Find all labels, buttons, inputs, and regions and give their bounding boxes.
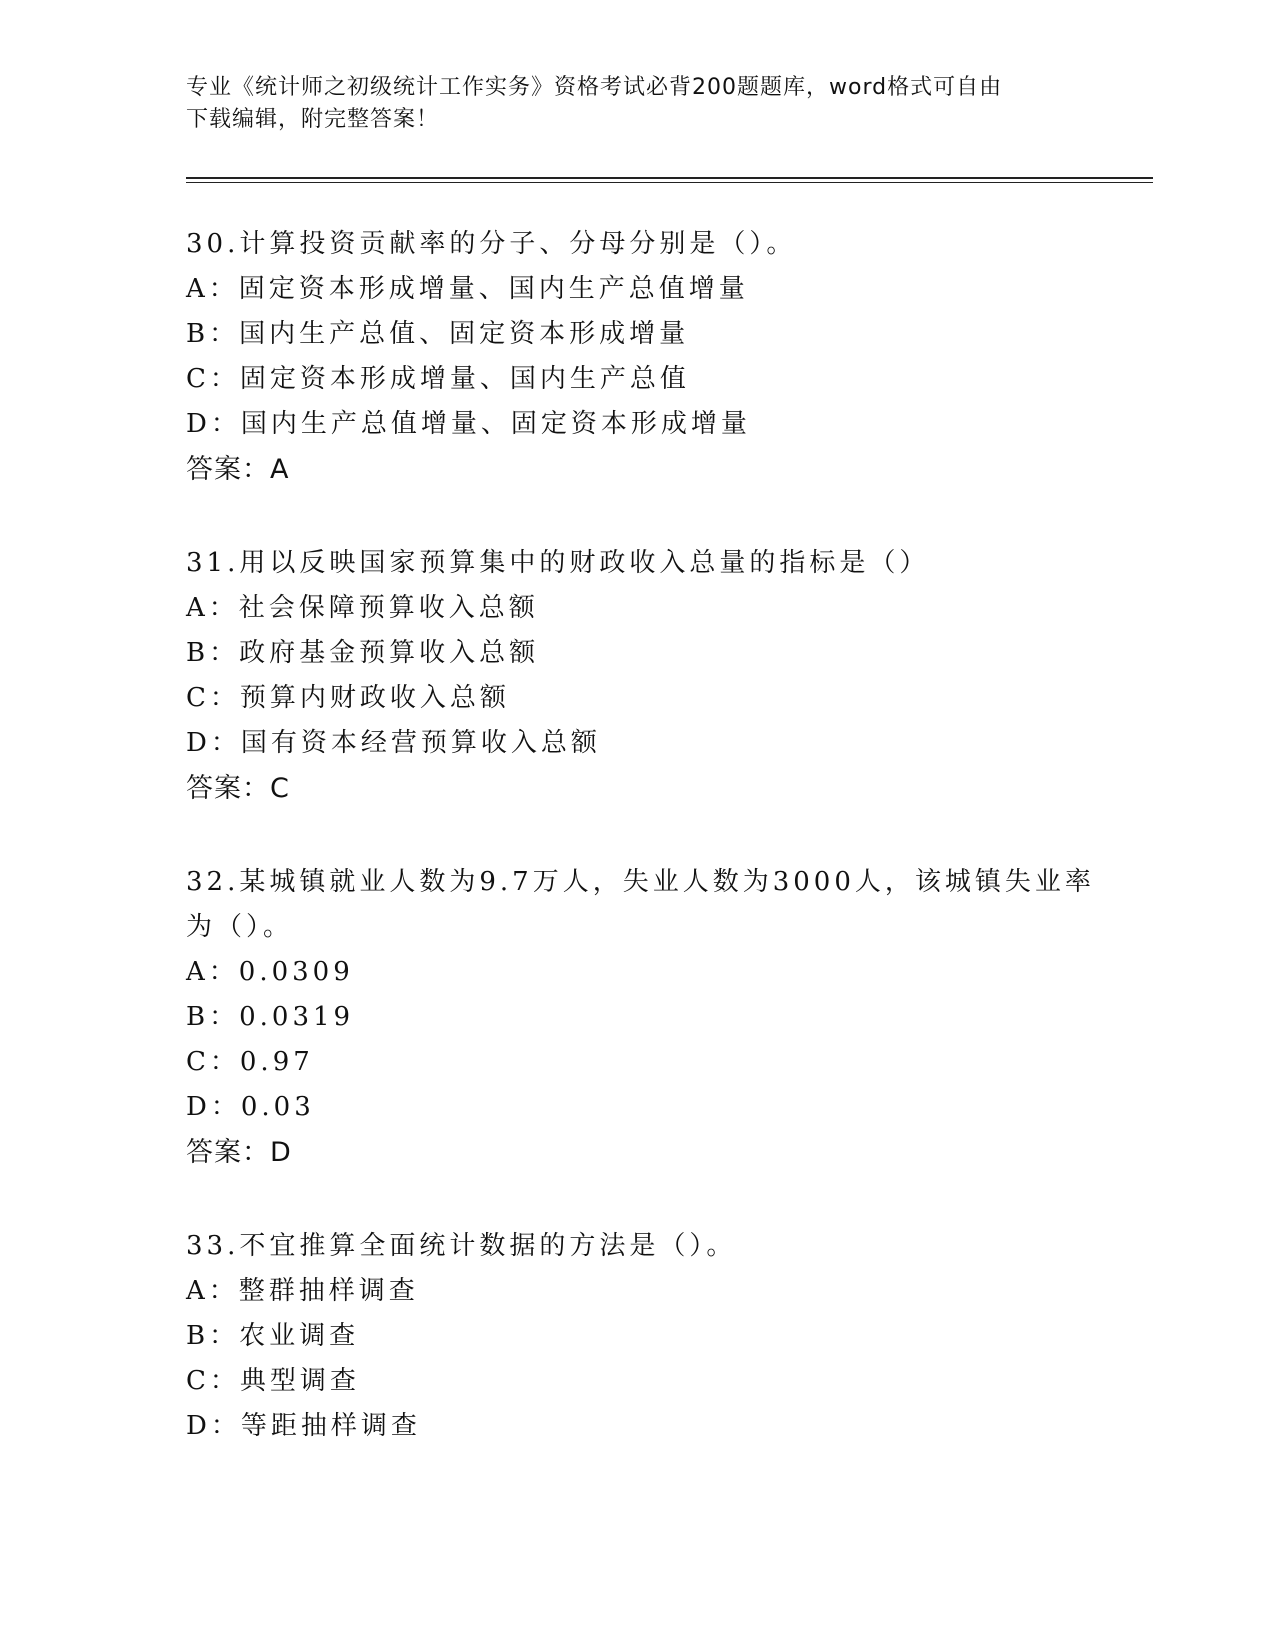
option-a: A：整群抽样调查 (186, 1276, 419, 1306)
question-stem: 33.不宜推算全面统计数据的方法是（）。 (186, 1231, 737, 1261)
option-c: C：预算内财政收入总额 (186, 683, 510, 713)
option-b: B：0.0319 (186, 1002, 355, 1032)
option-c: C：0.97 (186, 1047, 314, 1077)
option-d: D：0.03 (186, 1092, 315, 1122)
question-stem-continued: 为（）。 (186, 912, 294, 942)
header-line-1: 专业《统计师之初级统计工作实务》资格考试必背200题题库，word格式可自由 (186, 75, 1003, 100)
question-stem: 32.某城镇就业人数为9.7万人，失业人数为3000人，该城镇失业率 (186, 867, 1095, 897)
header-divider (186, 177, 1153, 183)
document-header (186, 72, 1066, 136)
answer-label: 答案：D (186, 1137, 292, 1168)
option-d: D：国内生产总值增量、固定资本形成增量 (186, 409, 751, 439)
question-33 (186, 1224, 1086, 1449)
option-b: B：国内生产总值、固定资本形成增量 (186, 319, 690, 349)
option-c: C：典型调查 (186, 1366, 360, 1396)
option-d: D：国有资本经营预算收入总额 (186, 728, 601, 758)
option-b: B：政府基金预算收入总额 (186, 638, 540, 668)
option-a: A：0.0309 (186, 957, 354, 987)
option-a: A：社会保障预算收入总额 (186, 593, 539, 623)
option-c: C：固定资本形成增量、国内生产总值 (186, 364, 690, 394)
option-d: D：等距抽样调查 (186, 1411, 421, 1441)
answer-label: 答案：C (186, 773, 290, 804)
question-32 (186, 860, 1095, 1175)
question-31 (186, 541, 1086, 811)
question-30 (186, 222, 1086, 492)
header-line-2: 下载编辑，附完整答案！ (186, 107, 440, 132)
option-a: A：固定资本形成增量、国内生产总值增量 (186, 274, 749, 304)
question-stem: 30.计算投资贡献率的分子、分母分别是（）。 (186, 229, 797, 259)
option-b: B：农业调查 (186, 1321, 360, 1351)
answer-label: 答案：A (186, 454, 290, 485)
question-stem: 31.用以反映国家预算集中的财政收入总量的指标是（） (186, 548, 930, 578)
